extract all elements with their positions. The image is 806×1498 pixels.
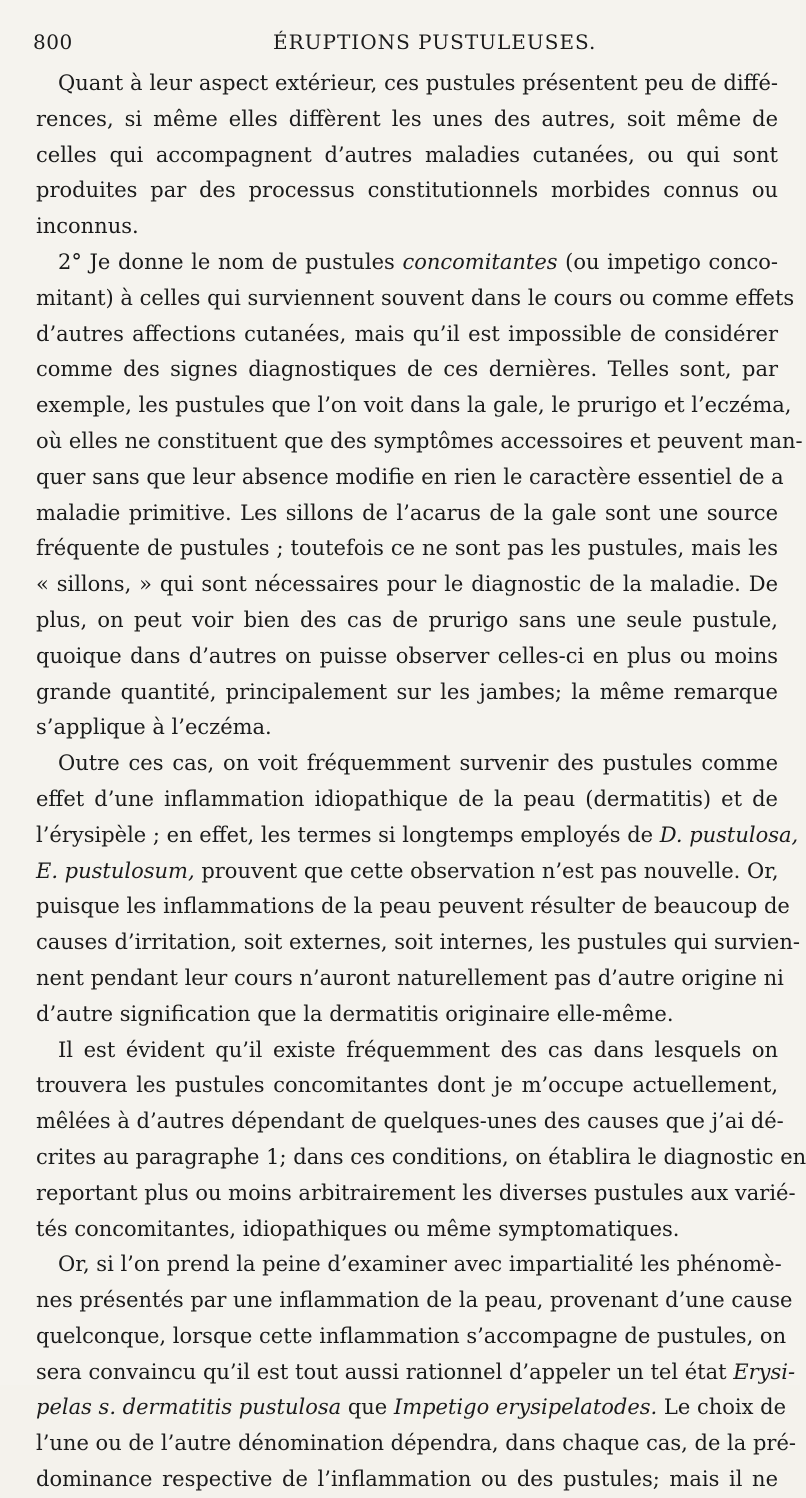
italic-term: D. pustulosa, <box>659 822 799 847</box>
text-line: s’applique à l’eczéma. <box>36 715 272 740</box>
text-line: mêlées à d’autres dépendant de quelques-unes des causes que j’ai dé- <box>36 1109 784 1134</box>
text-line: celles qui accompagnent d’autres maladies cutanées, ou qui sont <box>36 142 778 167</box>
italic-term: Impetigo erysipelatodes. <box>393 1395 658 1420</box>
text-line: inconnus. <box>36 214 139 239</box>
text-line: où elles ne constituent que des symptômes accessoires et peuvent man- <box>36 428 803 453</box>
italic-term: concomitantes <box>402 249 558 274</box>
text-line: Outre ces cas, on voit fréquemment survenir des pustules comme <box>58 751 778 776</box>
text-line: quer sans que leur absence modifie en rien le caractère essentiel de a <box>36 464 784 489</box>
page-number: 800 <box>33 30 73 54</box>
running-title: ÉRUPTIONS PUSTULEUSES. <box>273 30 597 54</box>
text-line: plus, on peut voir bien des cas de prurigo sans une seule pustule, <box>36 607 778 632</box>
text-line <box>36 1355 796 1391</box>
text-line: quoique dans d’autres on puisse observer celles-ci en plus ou moins <box>36 643 778 668</box>
page-header <box>33 30 778 60</box>
text-line: l’une ou de l’autre dénomination dépendra, dans chaque cas, de la pré- <box>36 1431 796 1456</box>
text-line: Quant à leur aspect extérieur, ces pustules présentent peu de diffé- <box>58 71 778 95</box>
text-line <box>36 854 778 890</box>
text-line <box>36 1390 787 1426</box>
text-line: mitant) à celles qui surviennent souvent dans le cours ou comme effets <box>36 285 795 310</box>
text-line: d’autres affections cutanées, mais qu’il est impossible de considérer <box>36 321 778 346</box>
text-line: grande quantité, principalement sur les jambes; la même remarque <box>36 679 778 704</box>
text-line: d’autre signification que la dermatitis originaire elle-même. <box>36 1001 674 1026</box>
text-line: nes présentés par une inflammation de la peau, provenant d’une cause <box>36 1288 793 1313</box>
italic-term: E. pustulosum, <box>36 858 195 883</box>
text-line: fréquente de pustules ; toutefois ce ne sont pas les pustules, mais les <box>36 536 778 561</box>
text-segment: l’érysipèle ; en effet, les termes si longtemps employés de <box>36 822 660 847</box>
text-segment: que <box>341 1395 394 1420</box>
body-text <box>36 66 806 1498</box>
text-segment: (ou impetigo conco- <box>557 249 778 274</box>
text-line: exemple, les pustules que l’on voit dans la gale, le prurigo et l’eczéma, <box>36 393 792 418</box>
text-segment: prouvent que cette observation n’est pas nouvelle. Or, <box>194 858 779 883</box>
text-line: crites au paragraphe 1; dans ces conditions, on établira le diagnostic en <box>36 1144 806 1169</box>
text-line: effet d’une inflammation idiopathique de la peau (dermatitis) et de <box>36 786 778 811</box>
text-line: maladie primitive. Les sillons de l’acarus de la gale sont une source <box>36 500 778 525</box>
text-line: tés concomitantes, idiopathiques ou même symptomatiques. <box>36 1216 680 1241</box>
text-segment: sera convaincu qu’il est tout aussi rationnel d’appeler un tel état <box>36 1359 734 1384</box>
text-line: reportant plus ou moins arbitrairement les diverses pustules aux varié- <box>36 1180 796 1205</box>
text-line: quelconque, lorsque cette inflammation s’accompagne de pustules, on <box>36 1323 787 1348</box>
text-line: produites par des processus constitutionnels morbides connus ou <box>36 178 778 203</box>
text-line: dominance respective de l’inflammation ou des pustules; mais il ne <box>36 1467 778 1492</box>
text-line: « sillons, » qui sont nécessaires pour le diagnostic de la maladie. De <box>36 572 778 597</box>
italic-term: pelas s. dermatitis pustulosa <box>36 1395 342 1420</box>
text-line: puisque les inflammations de la peau peuvent résulter de beaucoup de <box>36 894 790 919</box>
text-line: nent pendant leur cours n’auront naturellement pas d’autre origine ni <box>36 965 784 990</box>
text-segment: Le choix de <box>657 1395 787 1420</box>
text-line: causes d’irritation, soit externes, soit internes, les pustules qui survien- <box>36 930 800 955</box>
italic-term: Erysi- <box>733 1359 796 1384</box>
text-line <box>36 818 799 854</box>
text-line: rences, si même elles diffèrent les unes des autres, soit même de <box>36 106 778 131</box>
text-segment: 2° Je donne le nom de pustules <box>58 249 403 274</box>
text-line: trouvera les pustules concomitantes dont je m’occupe actuellement, <box>36 1073 778 1098</box>
text-line: comme des signes diagnostiques de ces dernières. Telles sont, par <box>36 357 778 382</box>
text-line: Or, si l’on prend la peine d’examiner avec impartialité les phénomè- <box>58 1252 782 1277</box>
text-line: Il est évident qu’il existe fréquemment des cas dans lesquels on <box>58 1037 778 1062</box>
text-line <box>36 245 778 281</box>
